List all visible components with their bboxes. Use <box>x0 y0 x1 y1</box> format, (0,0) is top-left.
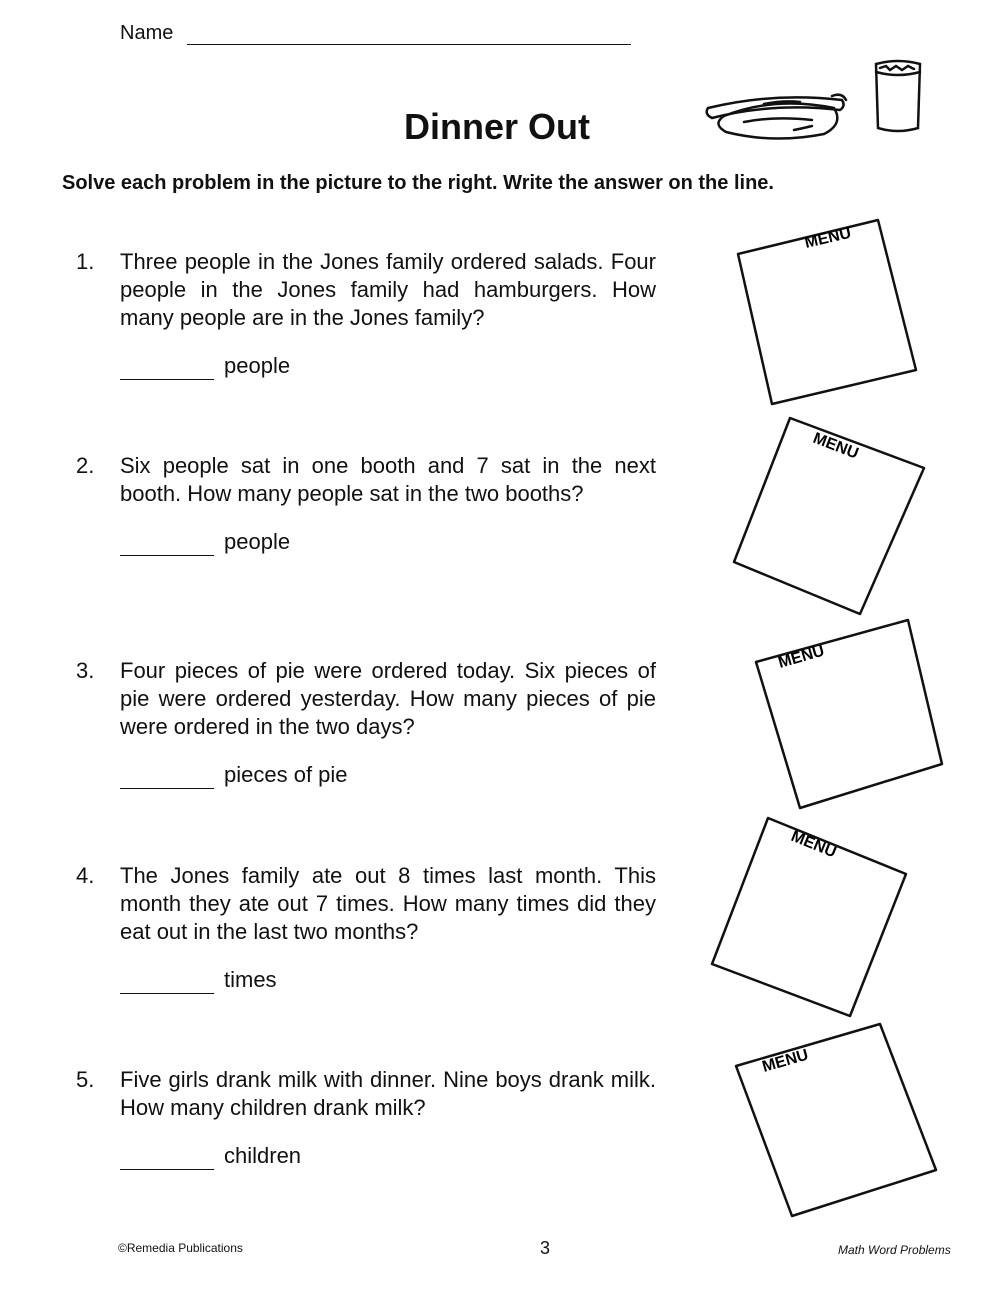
answer-blank[interactable] <box>120 770 214 789</box>
name-label: Name <box>120 22 174 44</box>
menu-illustration-4 <box>704 814 912 1022</box>
menu-illustration-5 <box>730 1020 944 1222</box>
answer-blank[interactable] <box>120 537 214 556</box>
answer-row <box>120 1142 656 1170</box>
problem-2 <box>76 452 656 556</box>
problem-text: The Jones family ate out 8 times last month. This month they ate out 7 times. How many times did they eat out in the last two months? <box>120 863 656 944</box>
menu-label: MENU <box>776 642 827 672</box>
answer-unit: times <box>224 967 277 992</box>
menu-label: MENU <box>810 429 861 463</box>
menu-label: MENU <box>803 224 853 252</box>
problem-5 <box>76 1066 656 1170</box>
answer-row <box>120 761 656 789</box>
problem-number: 5. <box>76 1067 95 1092</box>
problem-text: Six people sat in one booth and 7 sat in the next booth. How many people sat in the two booths? <box>120 453 656 506</box>
problem-text: Five girls drank milk with dinner. Nine boys drank milk. How many children drank milk? <box>120 1067 656 1120</box>
page-number: 3 <box>540 1238 551 1258</box>
answer-unit: people <box>224 353 291 378</box>
name-line[interactable] <box>187 24 631 45</box>
page-title: Dinner Out <box>404 106 590 147</box>
menu-illustration-2 <box>724 412 932 618</box>
menu-illustration-1 <box>728 214 924 410</box>
answer-unit: children <box>224 1143 302 1168</box>
problem-text: Four pieces of pie were ordered today. Six pieces of pie were ordered yesterday. How many pieces of pie were ordered in the two days? <box>120 658 656 739</box>
answer-unit: pieces of pie <box>224 762 348 787</box>
answer-row <box>120 966 656 994</box>
problem-number: 2. <box>76 453 95 478</box>
menu-label: MENU <box>788 827 839 862</box>
problem-number: 1. <box>76 249 95 274</box>
answer-blank[interactable] <box>120 361 214 380</box>
book-title: Math Word Problems <box>838 1243 951 1257</box>
answer-unit: people <box>224 529 291 554</box>
answer-blank[interactable] <box>120 975 214 994</box>
problem-number: 3. <box>76 658 95 683</box>
problem-number: 4. <box>76 863 95 888</box>
answer-row <box>120 528 656 556</box>
menu-label: MENU <box>760 1046 811 1076</box>
drink-cup-icon <box>872 58 924 136</box>
name-row <box>120 22 631 45</box>
answer-blank[interactable] <box>120 1151 214 1170</box>
hot-dog-icon <box>704 86 848 144</box>
problem-1 <box>76 248 656 380</box>
problem-4 <box>76 862 656 994</box>
publisher-credit: ©Remedia Publications <box>118 1241 243 1255</box>
problem-text: Three people in the Jones family ordered salads. Four people in the Jones family had hamburgers. How many people are in the Jones family? <box>120 249 656 330</box>
menu-illustration-3 <box>748 612 948 814</box>
instructions: Solve each problem in the picture to the right. Write the answer on the line. <box>62 172 774 194</box>
problem-3 <box>76 657 656 789</box>
answer-row <box>120 352 656 380</box>
